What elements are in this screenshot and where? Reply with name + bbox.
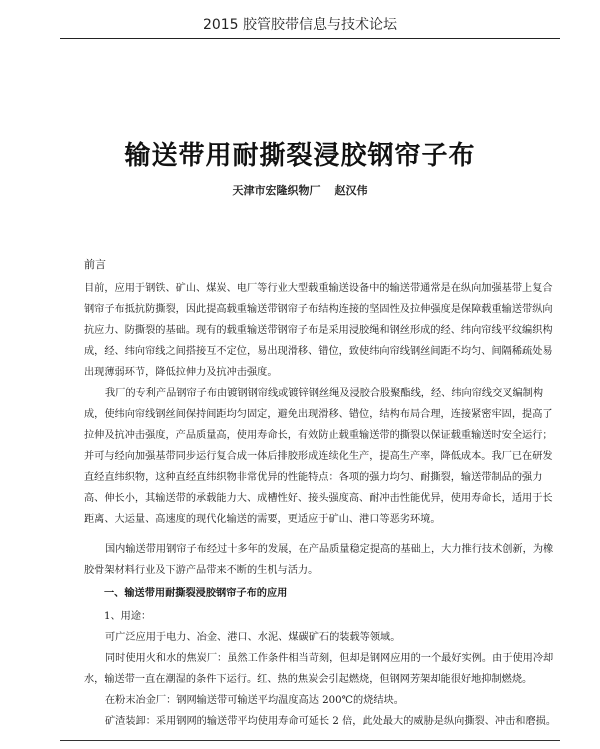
subsection-1-heading: 1、用途： — [104, 611, 152, 622]
paragraph: 在粉末冶金厂：钢网输送带可输送平均温度高达 200℃的烧结块。 — [105, 695, 404, 706]
section-1-heading: 一、输送带用耐撕裂浸胶钢帘子布的应用 — [104, 588, 288, 599]
paragraph: 同时使用火和水的焦炭厂：虽然工作条件相当苛刻，但却是钢网应用的一个最好实例。由于使用冷却水，输送带一直在潮湿的条件下运行。红、热的焦炭会引起燃烧，但钢网芳架却能很好地抑制燃烧。 — [84, 653, 554, 685]
paragraph: 可广泛应用于电力、冶金、港口、水泥、煤碳矿石的装载等领域。 — [105, 632, 401, 643]
running-header: 2015 胶管胶带信息与技术论坛 — [202, 17, 398, 33]
paragraph: 矿渣装卸：采用钢网的输送带平均使用寿命可延长 2 倍，此处最大的威胁是纵向撕裂、冲击和磨损。 — [105, 716, 557, 727]
byline — [0, 182, 600, 198]
paragraph: 我厂的专利产品钢帘子布由镀钢钢帘线或镀锌钢丝绳及浸胶合股聚酯线，经、纬向帘线交叉编制构成，使纬向帘线钢丝间保持间距均匀固定，避免出现滑移、错位，结构布局合理，连接紧密牢固，提高了拉伸及抗冲击强度，产品质量高，使用寿命长，有效防止载重输送带的撕裂以保证载重输送时安全运行；并可与经向加强基带同步运行复合成一体后排胶形成连续化生产，提高生产率，降低成本。我厂已在研发直经直纬织物，这种直经直纬织物非常优异的性能特点：各项的强力均匀、耐撕裂，输送带制品的强力高、伸长小，其输送带的承载能力大、成槽性好、接头强度高、耐冲击性能优异，使用寿命长，适用于长距离、大运量、高速度的现代化输送的需要，更适应于矿山、港口等恶劣环境。 — [84, 388, 553, 525]
footer-rule — [60, 740, 560, 741]
header-rule — [60, 38, 560, 39]
body-paragraph-2 — [84, 383, 560, 530]
body-paragraph-3 — [84, 539, 560, 581]
affiliation: 天津市宏隆织物厂 — [232, 184, 321, 197]
section-label-preface: 前言 — [84, 258, 106, 271]
paragraph: 国内输送带用钢帘子布经过十多年的发展，在产品质量稳定提高的基础上，大力推行技术创新，为橡胶骨架材料行业及下游产品带来不断的生机与活力。 — [84, 544, 554, 576]
author: 赵汉伟 — [334, 184, 368, 197]
article-title: 输送带用耐撕裂浸胶钢帘子布 — [124, 141, 476, 171]
paragraph: 目前，应用于钢铁、矿山、煤炭、电厂等行业大型载重输送设备中的输送带通常是在纵向加强基带上复合钢帘子布抵抗防撕裂，因此提高载重输送带钢帘子布结构连接的坚固性及拉伸强度是保障载重输送带纵向抗应力、防撕裂的基础。现有的载重输送带钢帘子布是采用浸胶绳和钢丝形成的经、纬向帘线平纹编织构成，经、纬向帘线之间搭接互不定位，易出现滑移、错位，致使纬向帘线钢丝间距不均匀、间隔稀疏处易出现薄弱环节，降低拉伸力及抗冲击强度。 — [84, 283, 553, 378]
body-paragraph-1 — [84, 278, 560, 383]
subsection-1-body — [84, 627, 560, 732]
